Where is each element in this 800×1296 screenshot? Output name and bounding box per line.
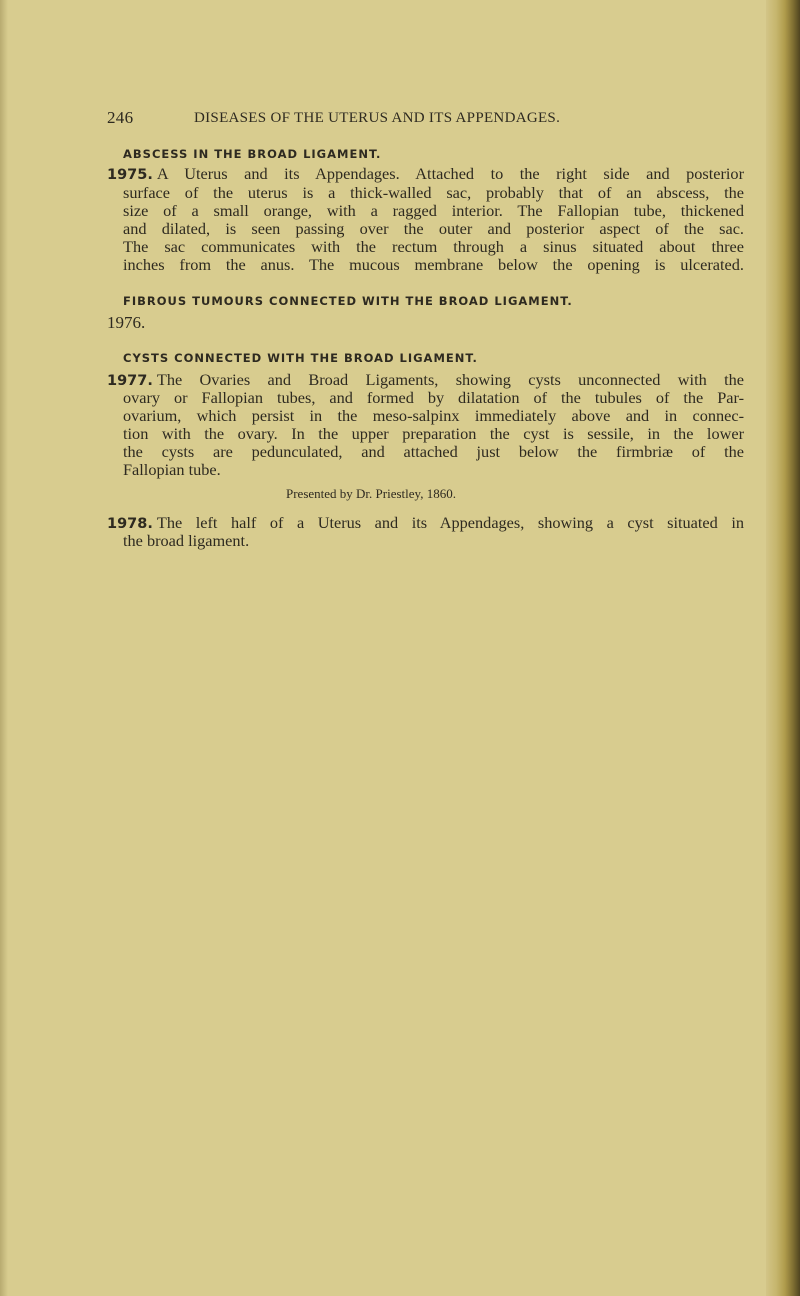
entry-text: The Ovaries and Broad Ligaments, showing cysts unconnected with the (156, 370, 744, 389)
presented-by: Presented by Dr. Priestley, 1860. (286, 486, 456, 501)
page-number: 246 (107, 108, 134, 127)
entry-line (107, 165, 744, 184)
entry-line: the broad ligament. (123, 531, 250, 550)
entry-line: ovary or Fallopian tubes, and formed by dilatation of the tubules of the Par- (123, 388, 744, 407)
entry-number: 1977. (107, 373, 153, 389)
entry-line: surface of the uterus is a thick-walled sac, probably that of an abscess, the (123, 183, 744, 202)
entry-line: ovarium, which persist in the meso-salpinx immediately above and in connec- (123, 406, 744, 425)
page-edge-right (766, 0, 800, 1296)
entry-line: Fallopian tube. (123, 460, 221, 479)
entry-line: size of a small orange, with a ragged interior. The Fallopian tube, thickened (123, 201, 744, 220)
entry-text: The left half of a Uterus and its Appendages, showing a cyst situated in (156, 513, 744, 532)
entry-number: 1975. (107, 167, 153, 183)
section-heading: CYSTS CONNECTED WITH THE BROAD LIGAMENT. (123, 351, 478, 365)
running-title: DISEASES OF THE UTERUS AND ITS APPENDAGES. (194, 110, 561, 126)
entry-line: inches from the anus. The mucous membrane below the opening is ulcerated. (123, 255, 744, 274)
entry-line: and dilated, is seen passing over the outer and posterior aspect of the sac. (123, 219, 744, 238)
entry-line: the cysts are pedunculated, and attached just below the firmbriæ of the (123, 442, 744, 461)
page-edge-left (0, 0, 8, 1296)
section-heading: ABSCESS IN THE BROAD LIGAMENT. (123, 147, 382, 161)
entry-text: A Uterus and its Appendages. Attached to the right side and posterior (156, 164, 744, 183)
entry-number: 1978. (107, 516, 153, 532)
entry-number: 1976. (107, 313, 146, 332)
entry-line: The sac communicates with the rectum through a sinus situated about three (123, 237, 744, 256)
section-heading: FIBROUS TUMOURS CONNECTED WITH THE BROAD LIGAMENT. (123, 294, 573, 308)
entry-line: tion with the ovary. In the upper preparation the cyst is sessile, in the lower (123, 424, 744, 443)
